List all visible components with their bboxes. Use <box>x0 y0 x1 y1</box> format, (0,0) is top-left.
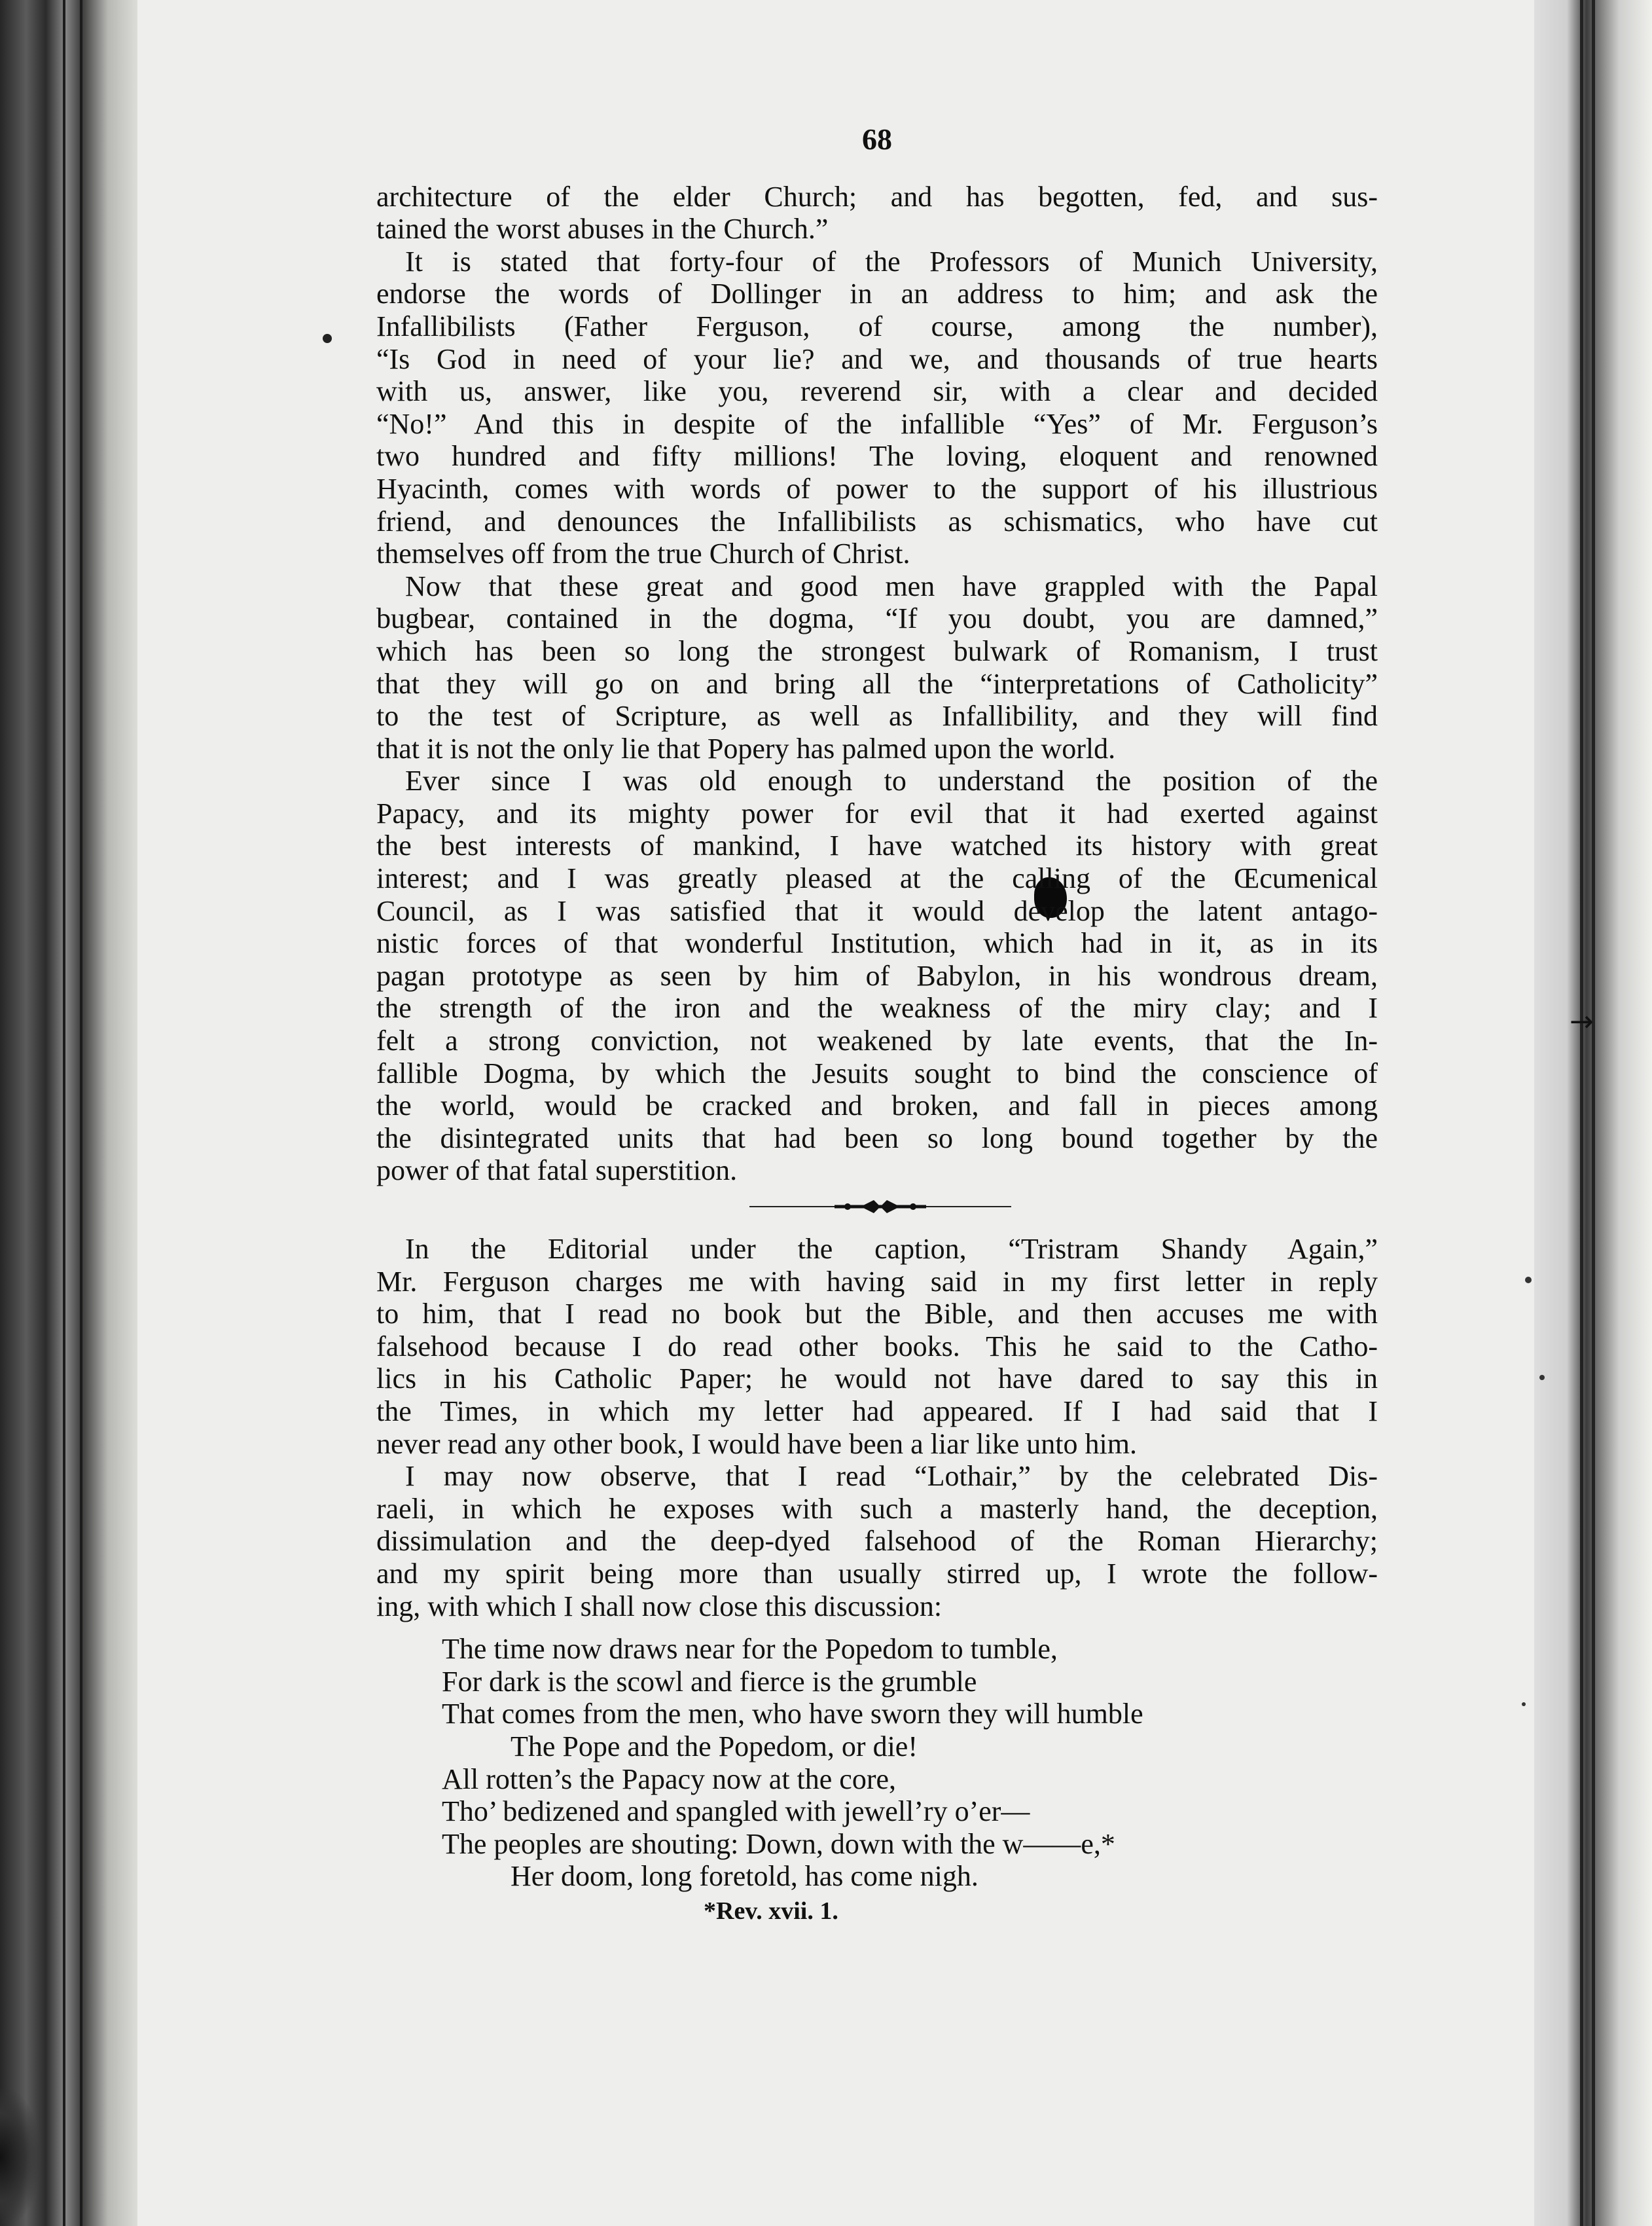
poem-line: Her doom, long foretold, has come nigh. <box>511 1860 979 1893</box>
text-line: nistic forces of that wonderful Institution, which had in it, as in its <box>376 927 1378 960</box>
text-line: the world, would be cracked and broken, and fall in pieces among <box>376 1089 1378 1122</box>
text-line: the disintegrated units that had been so long bound together by the <box>376 1122 1378 1154</box>
text-line: architecture of the elder Church; and has begotten, fed, and sus- <box>376 180 1378 213</box>
text-line: dissimulation and the deep-dyed falsehood of the Roman Hierarchy; <box>376 1525 1378 1558</box>
text-line: two hundred and fifty millions! The loving, eloquent and renowned <box>376 440 1378 473</box>
margin-mark <box>323 334 332 343</box>
text-line: raeli, in which he exposes with such a masterly hand, the deception, <box>376 1492 1378 1525</box>
text-line: friend, and denounces the Infallibilists as schismatics, who have cut <box>376 505 1378 538</box>
text-line: the strength of the iron and the weakness of the miry clay; and I <box>376 992 1378 1025</box>
right-binding-shadow <box>1534 0 1652 2226</box>
divider-ornament-icon <box>749 1194 1011 1220</box>
text-line: and my spirit being more than usually stirred up, I wrote the follow- <box>376 1557 1378 1590</box>
text-line: themselves off from the true Church of Christ. <box>376 538 910 570</box>
paragraph-3 <box>376 570 1378 765</box>
text-line: Council, as I was satisfied that it would develop the latent antago- <box>376 894 1378 927</box>
text-line: that they will go on and bring all the “interpretations of Catholicity” <box>376 667 1378 700</box>
text-line: “Is God in need of your lie? and we, and thousands of true hearts <box>376 342 1378 375</box>
poem-line: For dark is the scowl and fierce is the grumble <box>442 1665 977 1698</box>
poem-line: That comes from the men, who have sworn they will humble <box>442 1698 1143 1730</box>
poem-line: All rotten’s the Papacy now at the core, <box>442 1762 897 1795</box>
speck <box>1539 1375 1545 1380</box>
page-number: 68 <box>862 122 892 156</box>
margin-mark-arrow: → <box>1570 1005 1594 1038</box>
text-line: that it is not the only lie that Popery has palmed upon the world. <box>376 732 1116 765</box>
text-line: the Times, in which my letter had appeared. If I had said that I <box>376 1395 1378 1427</box>
text-line: I may now observe, that I read “Lothair,” by the celebrated Dis- <box>405 1460 1378 1493</box>
poem-line: Tho’ bedizened and spangled with jewell’ry o’er— <box>442 1795 1030 1828</box>
text-line: falsehood because I do read other books. This he said to the Catho- <box>376 1330 1378 1362</box>
text-line: pagan prototype as seen by him of Babylon, in his wondrous dream, <box>376 959 1378 992</box>
text-line: with us, answer, like you, reverend sir, with a clear and decided <box>376 375 1378 408</box>
text-line: It is stated that forty-four of the Professors of Munich University, <box>405 245 1378 278</box>
text-line: ing, with which I shall now close this discussion: <box>376 1590 943 1622</box>
speck <box>1522 1702 1526 1706</box>
text-line: power of that fatal superstition. <box>376 1154 738 1187</box>
text-line: fallible Dogma, by which the Jesuits sought to bind the conscience of <box>376 1057 1378 1089</box>
text-line: to him, that I read no book but the Bible, and then accuses me with <box>376 1298 1378 1330</box>
text-line: Ever since I was old enough to understand the position of the <box>405 765 1378 797</box>
text-line: Mr. Ferguson charges me with having said in my first letter in reply <box>376 1265 1378 1298</box>
poem-line: The peoples are shouting: Down, down with the w——e,* <box>442 1827 1115 1860</box>
text-line: interest; and I was greatly pleased at the calling of the Œcumenical <box>376 862 1378 895</box>
text-line: Hyacinth, comes with words of power to the support of his illustrious <box>376 472 1378 505</box>
text-line: never read any other book, I would have been a liar like unto him. <box>376 1427 1137 1460</box>
text-line: Now that these great and good men have grappled with the Papal <box>405 570 1378 602</box>
page-content <box>376 118 1378 1927</box>
poem-line: The time now draws near for the Popedom to tumble, <box>442 1633 1058 1666</box>
text-line: lics in his Catholic Paper; he would not have dared to say this in <box>376 1362 1378 1395</box>
text-line: tained the worst abuses in the Church.” <box>376 213 829 246</box>
text-line: Papacy, and its mighty power for evil that it had exerted against <box>376 797 1378 830</box>
text-line: to the test of Scripture, as well as Infallibility, and they will find <box>376 700 1378 733</box>
paragraph-1 <box>376 181 1378 246</box>
text-line: which has been so long the strongest bulwark of Romanism, I trust <box>376 634 1378 667</box>
text-line: felt a strong conviction, not weakened by late events, that the In- <box>376 1025 1378 1057</box>
paragraph-6 <box>376 1460 1378 1622</box>
speck <box>1525 1277 1532 1283</box>
footnote: *Rev. xvii. 1. <box>704 1897 838 1925</box>
text-line: “No!” And this in despite of the infallible “Yes” of Mr. Ferguson’s <box>376 407 1378 440</box>
poem <box>376 1633 1378 1893</box>
left-binding-shadow <box>0 0 137 2226</box>
poem-line: The Pope and the Popedom, or die! <box>511 1730 918 1762</box>
corner-stain <box>0 2089 39 2226</box>
text-line: Infallibilists (Father Ferguson, of course, among the number), <box>376 310 1378 342</box>
text-line: In the Editorial under the caption, “Tristram Shandy Again,” <box>405 1233 1378 1265</box>
text-line: endorse the words of Dollinger in an address to him; and ask the <box>376 278 1378 310</box>
paragraph-4 <box>376 765 1378 1187</box>
text-line: bugbear, contained in the dogma, “If you doubt, you are damned,” <box>376 602 1378 635</box>
paragraph-2 <box>376 246 1378 570</box>
paragraph-5 <box>376 1233 1378 1460</box>
section-divider-ornament <box>376 1187 1378 1233</box>
text-line: the best interests of mankind, I have watched its history with great <box>376 830 1378 862</box>
